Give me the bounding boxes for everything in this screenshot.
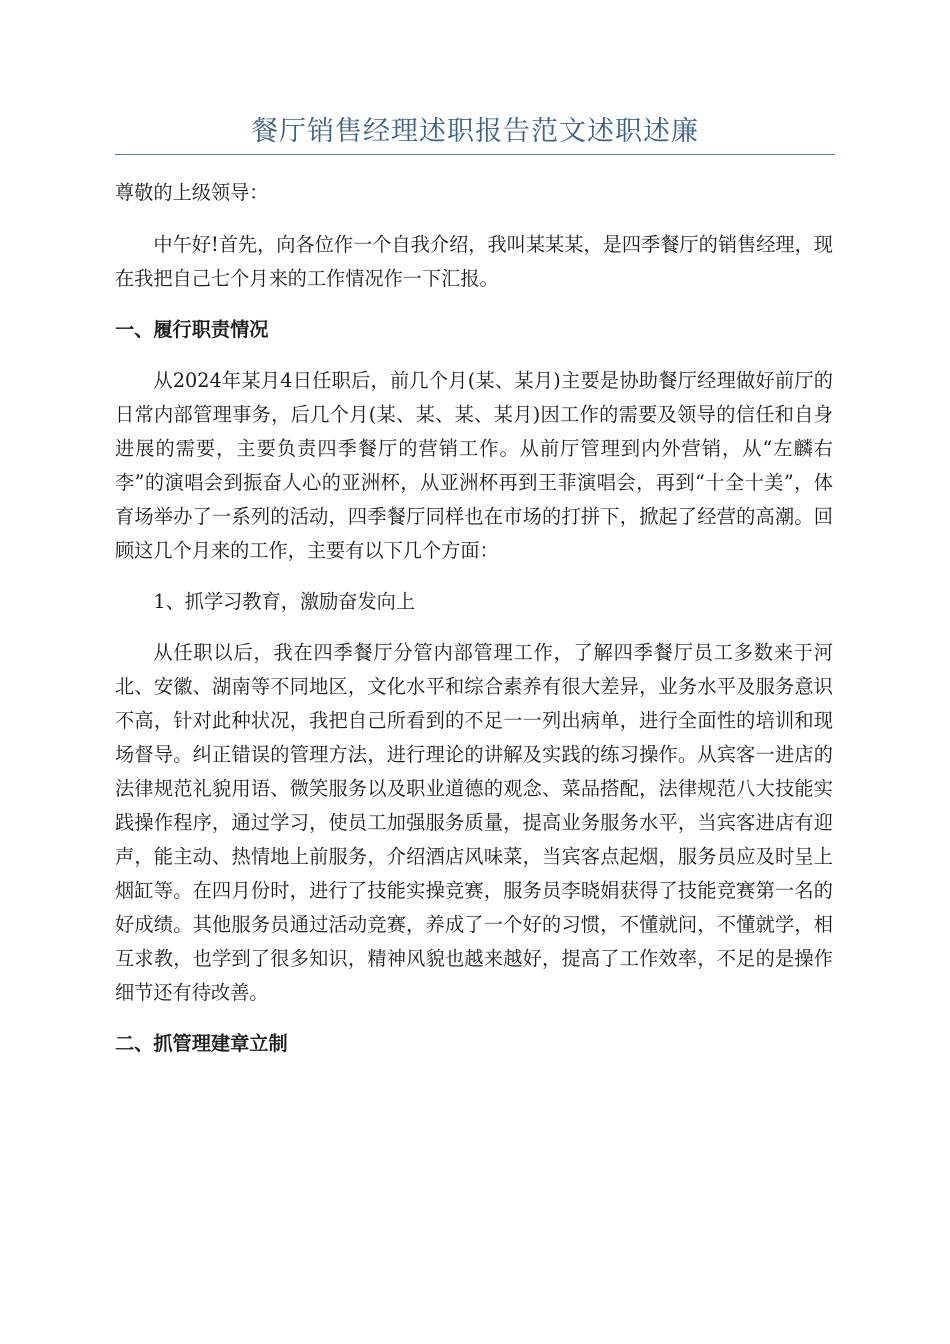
document-body bbox=[115, 176, 833, 1078]
salutation: 尊敬的上级领导： bbox=[115, 181, 269, 204]
subsection-1-paragraph: 从任职以后，我在四季餐厅分管内部管理工作，了解四季餐厅员工多数来于河北、安徽、湖南等不同地区，文化水平和综合素养有很大差异，业务水平及服务意识不高，针对此种状况，我把自己所看到的不足一一列出病单，进行全面性的培训和现场督导。纠正错误的管理方法，进行理论的讲解及实践的练习操作。从宾客一进店的法律规范礼貌用语、微笑服务以及职业道德的观念、菜品搭配，法律规范八大技能实践操作程序，通过学习，使员工加强服务质量，提高业务服务水平，当宾客进店有迎声，能主动、热情地上前服务，介绍酒店风味菜，当宾客点起烟，服务员应及时呈上烟缸等。在四月份时，进行了技能实操竞赛，服务员李晓娟获得了技能竞赛第一名的好成绩。其他服务员通过活动竞赛，养成了一个好的习惯，不懂就问，不懂就学，相互求教，也学到了很多知识，精神风貌也越来越好，提高了工作效率，不足的是操作细节还有待改善。 bbox=[115, 641, 833, 1004]
document-title: 餐厅销售经理述职报告范文述职述廉 bbox=[251, 116, 699, 147]
title-underline bbox=[115, 154, 835, 155]
intro-paragraph: 中午好!首先，向各位作一个自我介绍，我叫某某某，是四季餐厅的销售经理，现在我把自己七个月来的工作情况作一下汇报。 bbox=[115, 233, 833, 290]
subsection-heading-1: 1、抓学习教育，激励奋发向上 bbox=[153, 590, 416, 613]
section-1-paragraph: 从2024年某月4日任职后，前几个月(某、某月)主要是协助餐厅经理做好前厅的日常内部管理事务，后几个月(某、某、某、某月)因工作的需要及领导的信任和自身进展的需要，主要负责四季餐厅的营销工作。从前厅管理到内外营销，从“左麟右李”的演唱会到振奋人心的亚洲杯，从亚洲杯再到王菲演唱会，再到“十全十美”，体育场举办了一系列的活动，四季餐厅同样也在市场的打拼下，掀起了经营的高潮。回顾这几个月来的工作，主要有以下几个方面： bbox=[115, 369, 833, 562]
section-heading-1: 一、履行职责情况 bbox=[115, 318, 269, 341]
section-heading-2: 二、抓管理建章立制 bbox=[115, 1032, 288, 1055]
